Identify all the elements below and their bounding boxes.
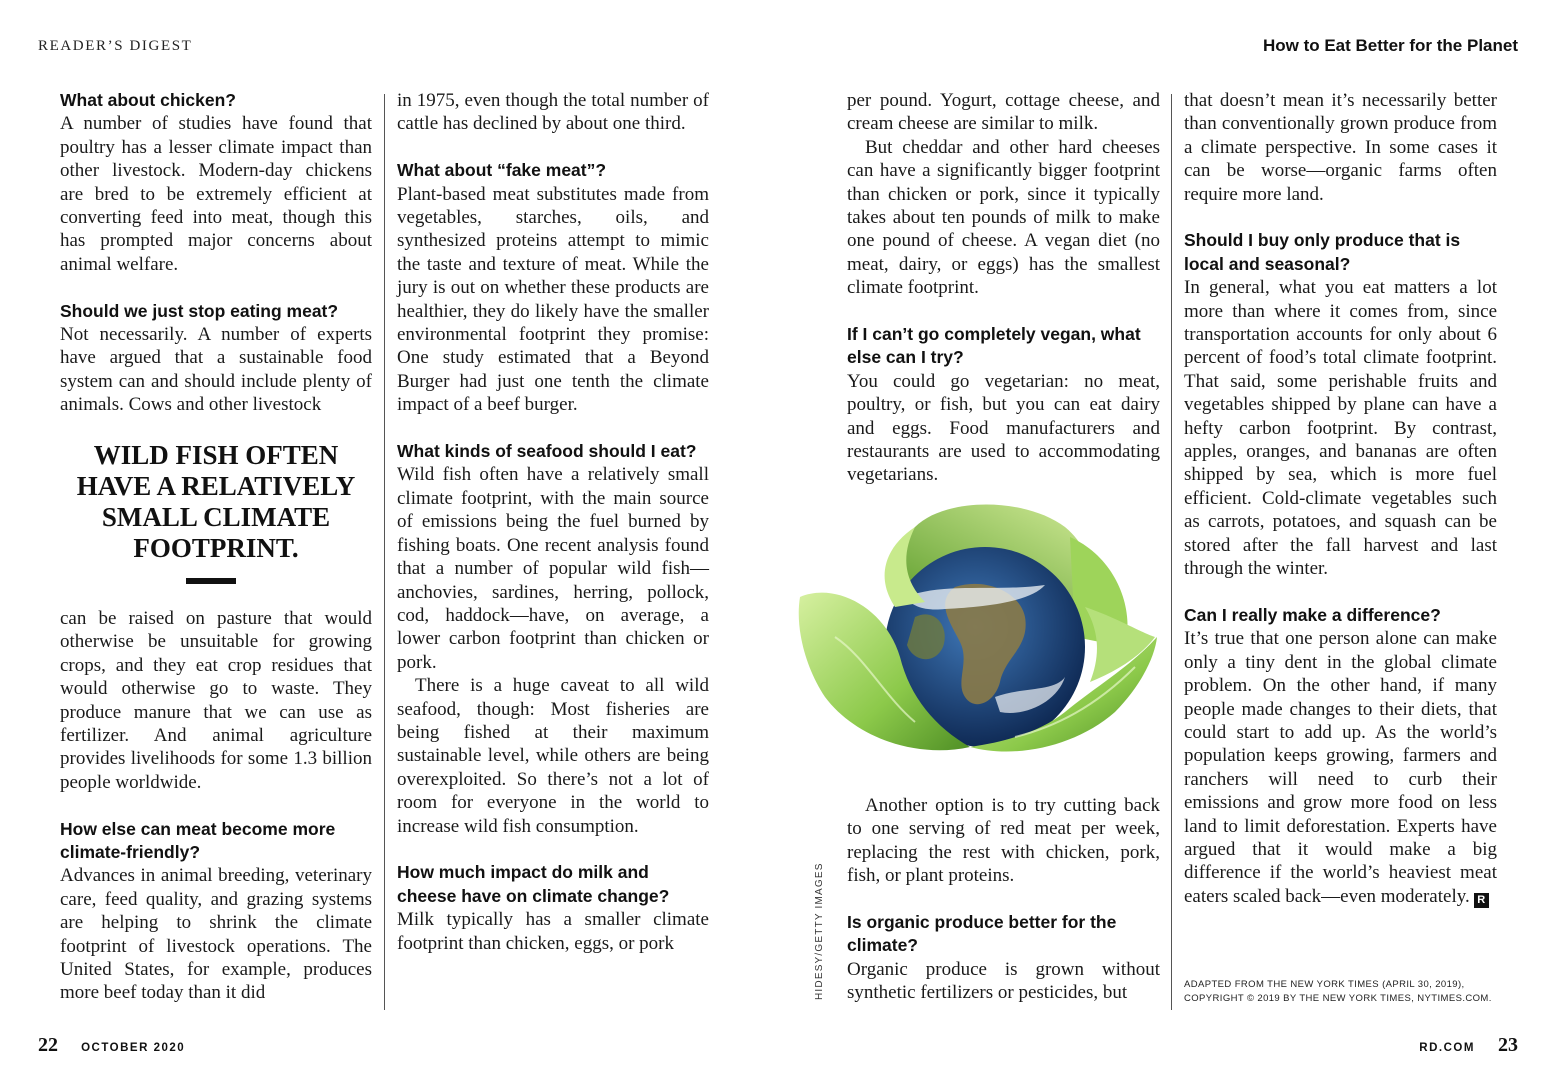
issue-date: OCTOBER 2020 — [81, 1042, 186, 1054]
column-rule — [1171, 94, 1172, 1010]
question-heading: How much impact do milk and cheese have on climate change? — [397, 862, 670, 906]
answer-paragraph: You could go vegetarian: no meat, poultry, or fish, but you can eat dairy and eggs. Food manufacturers and restaurants are used to accommodating vegetarians. — [847, 370, 1160, 486]
question-heading: What about “fake meat”? — [397, 160, 607, 181]
running-header-magazine: READER’S DIGEST — [38, 38, 193, 54]
column-1-top — [60, 89, 372, 417]
end-mark-icon: R — [1474, 893, 1489, 908]
pull-quote: WILD FISH OFTEN HAVE A RELATIVELY SMALL CLIMATE FOOTPRINT. — [76, 440, 356, 563]
page-number: 22 — [38, 1034, 58, 1056]
answer-paragraph: Plant-based meat substitutes made from vegetables, starches, oils, and synthesized proteins attempt to mimic the taste and texture of meat. While the jury is out on whether these products are healthier, they do likely have the smaller environmental footprint they promise: One study estimated that a Beyond Burger had just one tenth the climate impact of a beef burger. — [397, 183, 709, 416]
website: RD.COM — [1419, 1042, 1475, 1054]
photo-credit: HIDESY/GETTY IMAGES — [814, 862, 825, 1000]
question-heading: Should I buy only produce that is local and seasonal? — [1184, 230, 1461, 274]
question-heading: Is organic produce better for the climate? — [847, 912, 1117, 956]
answer-paragraph: Wild fish often have a relatively small climate footprint, with the main source of emissions being the fuel burned by fishing boats. One recent analysis found that a number of popular wild fish—anchovies, sardines, herring, pollock, cod, haddock—have, on average, a lower carbon footprint than chicken or pork. — [397, 464, 709, 673]
column-2 — [397, 89, 709, 955]
answer-paragraph — [1184, 627, 1497, 908]
answer-paragraph: Another option is to try cutting back to one serving of red meat per week, replacing the rest with chicken, pork, fish, or plant proteins. — [847, 795, 1160, 887]
pull-quote-rule — [186, 578, 236, 584]
answer-paragraph: in 1975, even though the total number of cattle has declined by about one third. — [397, 90, 709, 135]
answer-paragraph: Organic produce is grown without synthetic fertilizers or pesticides, but — [847, 958, 1160, 1004]
column-3-top — [847, 89, 1160, 487]
question-heading: Can I really make a difference? — [1184, 604, 1441, 625]
answer-paragraph: Advances in animal breeding, veterinary care, feed quality, and grazing systems are helping to shrink the climate footprint of livestock operations. The United States, for example, produces more beef today than it did — [60, 865, 372, 1004]
answer-paragraph: But cheddar and other hard cheeses can have a significantly bigger footprint than chicken or pork, since it typically takes about ten pounds of milk to make one pound of cheese. A vegan diet (no meat, dairy, or eggs) has the smallest climate footprint. — [847, 136, 1160, 299]
question-heading: What about chicken? — [60, 90, 236, 110]
earth-in-cabbage-illustration — [795, 497, 1165, 787]
answer-paragraph: Milk typically has a smaller climate footprint than chicken, eggs, or pork — [397, 909, 709, 954]
final-paragraph-text: It’s true that one person alone can make only a tiny dent in the global climate problem. On the other hand, if many people made changes to their diets, that could start to add up. As the world’s population keeps growing, farmers and ranchers will need to curb their emissions and grow more food on less land to limit deforestation. Experts have argued that it would make a big difference if the world’s heaviest meat eaters scaled back—even moderately. — [1184, 628, 1497, 907]
answer-paragraph: that doesn’t mean it’s necessarily better than conventionally grown produce from a climate perspective. In some cases it can be worse—organic farms often require more land. — [1184, 90, 1497, 205]
source-credit — [1184, 978, 1504, 1006]
answer-paragraph: A number of studies have found that poultry has a lesser climate impact than other livestock. Modern-day chickens are bred to be extremely efficient at converting feed into meat, though this has prompted major concerns about animal welfare. — [60, 113, 372, 275]
column-4 — [1184, 89, 1497, 908]
answer-paragraph: In general, what you eat matters a lot more than where it comes from, since transportation accounts for only about 6 percent of food’s total climate footprint. That said, some perishable fruits and vegetables shipped by plane can have a hefty carbon footprint. By contrast, apples, oranges, and bananas are often shipped by sea, which is more fuel efficient. Cold-climate vegetables such as carrots, potatoes, and squash can be stored after the fall harvest and last through the winter. — [1184, 277, 1497, 580]
question-heading: Should we just stop eating meat? — [60, 300, 339, 321]
footer-left — [38, 1034, 185, 1057]
column-1-bottom — [60, 607, 372, 1005]
question-heading: If I can’t go completely vegan, what else can I try? — [847, 324, 1141, 368]
page-number: 23 — [1498, 1034, 1518, 1056]
answer-paragraph: Not necessarily. A number of experts have argued that a sustainable food system can and should include plenty of animals. Cows and other livestock — [60, 324, 372, 416]
question-heading: How else can meat become more climate-friendly? — [60, 818, 336, 863]
column-3-bottom — [847, 794, 1160, 1005]
answer-paragraph: per pound. Yogurt, cottage cheese, and cream cheese are similar to milk. — [847, 90, 1160, 135]
source-line: COPYRIGHT © 2019 BY THE NEW YORK TIMES, NYTIMES.COM. — [1184, 993, 1492, 1004]
running-header-title: How to Eat Better for the Planet — [1262, 36, 1518, 55]
answer-paragraph: There is a huge caveat to all wild seafood, though: Most fisheries are being fished at their maximum sustainable level, while others are being overexploited. So there’s not a lot of room for everyone in the world to increase wild fish consumption. — [397, 675, 709, 837]
answer-paragraph: can be raised on pasture that would otherwise be unsuitable for growing crops, and they eat crop residues that would otherwise go to waste. They produce manure that we can use as fertilizer. And animal agriculture provides livelihoods for some 1.3 billion people worldwide. — [60, 608, 372, 793]
source-line: ADAPTED FROM THE NEW YORK TIMES (APRIL 30, 2019), — [1184, 979, 1465, 990]
question-heading: What kinds of seafood should I eat? — [397, 441, 697, 462]
column-rule — [384, 94, 385, 1010]
footer-right — [1419, 1034, 1518, 1057]
